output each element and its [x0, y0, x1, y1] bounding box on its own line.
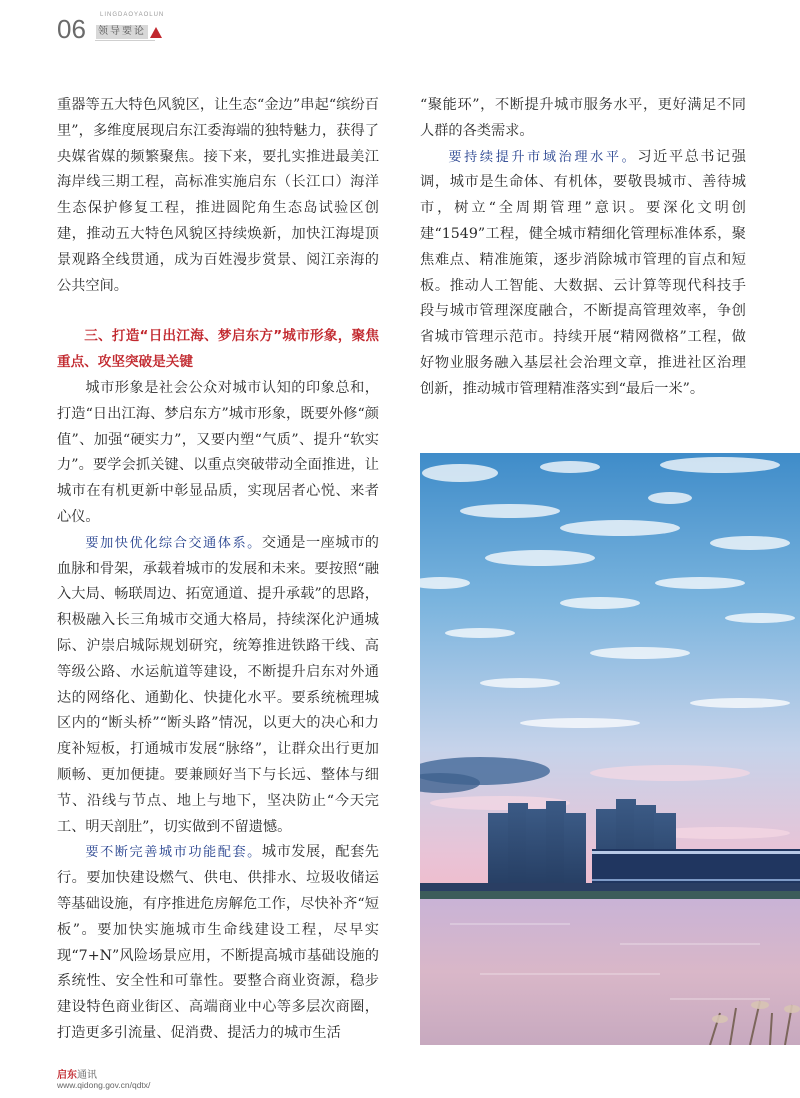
section-badge: 领导要论: [98, 26, 146, 37]
city-skyline-photo: [420, 453, 800, 1045]
triangle-icon: [150, 27, 162, 38]
paragraph-body: 交通是一座城市的血脉和骨架，承载着城市的发展和未来。要按照“融入大局、畅联周边、拓宽通道、提升承载”的思路，积极融入长三角城市交通大格局，持续深化沪通城际、沪崇启城际规划研究，统筹推进铁路干线、高等级公路、水运航道等建设，不断提升启东对外通达的网络化、通勤化、快捷化水平。要系统梳理城区内的“断头桥”“断头路”情况，以更大的决心和力度补短板，打通城市发展“脉络”，让群众出行更加顺畅、更加便捷。要兼顾好当下与长远、整体与细节、沿线与节点、地上与地下，坚决防止“今天完工、明天剖肚”，切实做到不留遗憾。: [57, 534, 379, 835]
paragraph-body: 城市发展，配套先行。要加快建设燃气、供电、供排水、垃圾收储运等基础设施，有序推进危房解危工作，尽快补齐“短板”。要加快实施城市生命线建设工程，尽早实现“7+N”风险场景应用，不断提高城市基础设施的系统性、安全性和可靠性。要整合商业资源，稳步建设特色商业街区、高端商业中心等多层次商圈，打造更多引流量、促消费、提活力的城市生活: [57, 844, 379, 1041]
paragraph: 城市形象是社会公众对城市认知的印象总和，打造“日出江海、梦启东方”城市形象，既要外修“颜值”、加强“硬实力”，又要内塑“气质”、提升“软实力”。要学会抓关键、以重点突破带动全面推进，让城市在有机更新中彰显品质，实现居者心悦、来者心仪。: [57, 379, 379, 525]
section-pinyin: LINGDAOYAOLUN: [100, 12, 165, 18]
paragraph-body: 习近平总书记强调，城市是生命体、有机体，要敬畏城市、善待城市，树立“全周期管理”意识。要深化文明创建“1549”工程，健全城市精细化管理标准体系，聚焦难点、精准施策，逐步消除城市管理的盲点和短板。推动人工智能、大数据、云计算等现代科技手段与城市管理深度融合，不断提高管理效率，争创省城市管理示范市。持续开展“精网微格”工程，做好物业服务融入基层社会治理文章，推进社区治理创新，推动城市管理精准落实到“最后一米”。: [420, 148, 746, 397]
footer-brand-suffix: 通讯: [77, 1070, 97, 1081]
left-column: [57, 93, 379, 1047]
section-heading: 三、打造“日出江海、梦启东方”城市形象，聚焦重点、攻坚突破是关键: [57, 328, 379, 371]
footer-brand-name: 启东: [57, 1070, 77, 1081]
footer-brand: [57, 1066, 97, 1081]
paragraph: “聚能环”，不断提升城市服务水平，更好满足不同人群的各类需求。: [420, 97, 746, 139]
paragraph-lead: 要加快优化综合交通体系。: [85, 535, 262, 551]
header-divider: [95, 40, 155, 41]
paragraph: [57, 531, 379, 841]
paragraph: [420, 145, 746, 403]
paragraph-lead: 要不断完善城市功能配套。: [85, 845, 262, 861]
paragraph: 重器等五大特色风貌区，让生态“金边”串起“缤纷百里”，多维度展现启东江委海端的独特魅力，获得了央媒省媒的频繁聚焦。接下来，要扎实推进最美江海岸线三期工程，高标准实施启东（长江口）海洋生态保护修复工程，推进圆陀角生态岛试验区创建，推动五大特色风貌区持续焕新，加快江海堤顶景观路全线贯通，成为百姓漫步赏景、阅江亲海的公共空间。: [57, 97, 379, 294]
paragraph-lead: 要持续提升市域治理水平。: [448, 149, 638, 165]
footer-url: www.qidong.gov.cn/qdtx/: [57, 1080, 151, 1090]
page-number: 06: [57, 14, 86, 44]
paragraph: [57, 840, 379, 1046]
right-column: [420, 93, 746, 403]
